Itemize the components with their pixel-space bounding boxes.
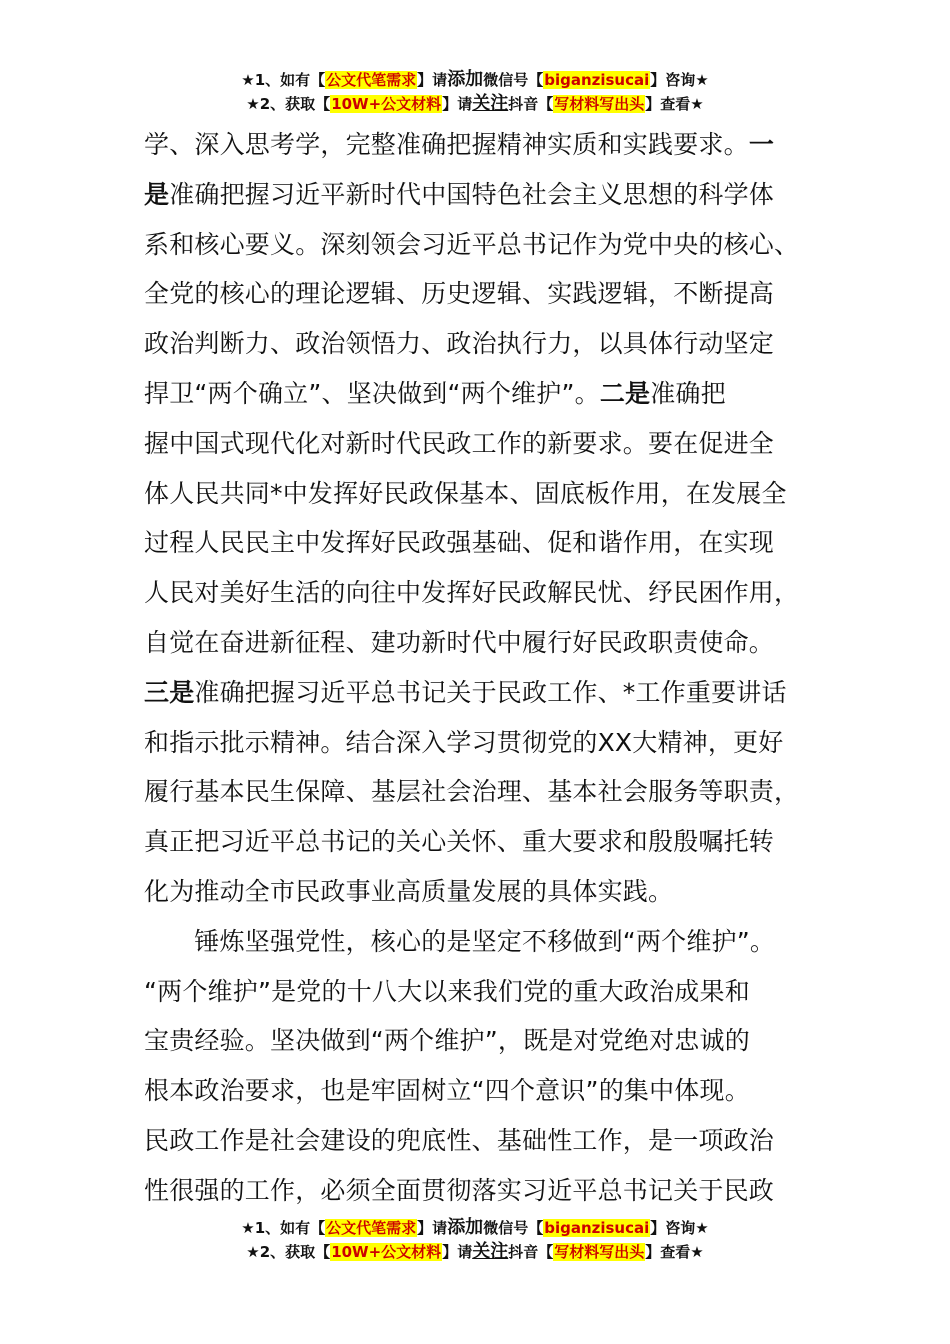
banner-wechat-id: biganzisucai: [544, 1219, 650, 1237]
text-line: 民政工作是社会建设的兜底性、基础性工作，是一项政治: [144, 1125, 775, 1155]
text-line: 真正把习近平总书记的关心关怀、重大要求和殷殷嘱托转: [144, 827, 775, 857]
text-line: 捍卫“两个确立”、坚决做到“两个维护”。二是准确把: [144, 378, 726, 408]
text-line: 和指示批示精神。结合深入学习贯彻党的XX大精神，更好: [144, 727, 784, 757]
banner-text: ★1、如有【: [241, 1219, 326, 1237]
banner-line-1: [0, 1216, 950, 1240]
banner-highlight: 公文代笔需求: [326, 1219, 417, 1237]
text-line: 全党的核心的理论逻辑、历史逻辑、实践逻辑，不断提高: [144, 279, 775, 309]
banner-douyin-id: 写材料写出头: [554, 95, 645, 113]
text-line: 系和核心要义。深刻领会习近平总书记作为党中央的核心、: [144, 229, 800, 259]
footer-banner: [0, 1216, 950, 1264]
banner-text: 微信号【: [483, 1219, 544, 1237]
text-line: 学、深入思考学，完整准确把握精神实质和实践要求。一: [144, 130, 775, 159]
banner-text: 】查看★: [645, 95, 704, 113]
text-line: 锤炼坚强党性，核心的是坚定不移做到“两个维护”。: [144, 926, 776, 956]
banner-text: 抖音【: [508, 1243, 554, 1261]
banner-text: 】请: [417, 1219, 448, 1237]
banner-text: 】查看★: [645, 1243, 704, 1261]
banner-text: 】咨询★: [650, 71, 709, 89]
text-line: “两个维护”是党的十八大以来我们党的重大政治成果和: [144, 976, 750, 1006]
text-line: 根本政治要求，也是牢固树立“四个意识”的集中体现。: [144, 1076, 750, 1106]
banner-emphasis: 关注: [472, 1241, 509, 1262]
text-line: 三是准确把握习近平总书记关于民政工作、*工作重要讲话: [144, 677, 787, 707]
banner-line-2: [0, 1240, 950, 1264]
text-line: 人民对美好生活的向往中发挥好民政解民忧、纾民困作用，: [144, 578, 800, 608]
banner-emphasis: 关注: [472, 93, 509, 114]
banner-text: 】咨询★: [650, 1219, 709, 1237]
text-line: 自觉在奋进新征程、建功新时代中履行好民政职责使命。: [144, 627, 775, 657]
text-line: 过程人民民主中发挥好民政强基础、促和谐作用，在实现: [144, 528, 775, 558]
banner-text: 抖音【: [508, 95, 554, 113]
banner-text: 】请: [442, 1243, 473, 1261]
text-line: 是准确把握习近平新时代中国特色社会主义思想的科学体: [144, 179, 775, 209]
banner-wechat-id: biganzisucai: [544, 71, 650, 89]
text-line: 宝贵经验。坚决做到“两个维护”，既是对党绝对忠诚的: [144, 1026, 750, 1056]
header-banner: [0, 68, 950, 116]
document-body: [144, 120, 814, 1216]
banner-text: ★1、如有【: [241, 71, 326, 89]
banner-emphasis: 添加: [447, 1217, 484, 1238]
banner-text: 微信号【: [483, 71, 544, 89]
text-line: 政治判断力、政治领悟力、政治执行力，以具体行动坚定: [144, 329, 775, 359]
banner-highlight: 10W+公文材料: [331, 95, 442, 113]
text-line: 握中国式现代化对新时代民政工作的新要求。要在促进全: [144, 428, 775, 458]
banner-text: ★2、获取【: [246, 95, 331, 113]
banner-highlight: 10W+公文材料: [331, 1243, 442, 1261]
banner-line-1: [0, 68, 950, 92]
text-line: 履行基本民生保障、基层社会治理、基本社会服务等职责，: [144, 777, 800, 807]
banner-highlight: 公文代笔需求: [326, 71, 417, 89]
banner-emphasis: 添加: [447, 69, 484, 90]
banner-line-2: [0, 92, 950, 116]
banner-text: 】请: [442, 95, 473, 113]
text-line: 性很强的工作，必须全面贯彻落实习近平总书记关于民政: [144, 1175, 775, 1205]
banner-text: ★2、获取【: [246, 1243, 331, 1261]
banner-text: 】请: [417, 71, 448, 89]
banner-douyin-id: 写材料写出头: [554, 1243, 645, 1261]
text-line: 化为推动全市民政事业高质量发展的具体实践。: [144, 876, 674, 906]
text-line: 体人民共同*中发挥好民政保基本、固底板作用，在发展全: [144, 478, 787, 508]
